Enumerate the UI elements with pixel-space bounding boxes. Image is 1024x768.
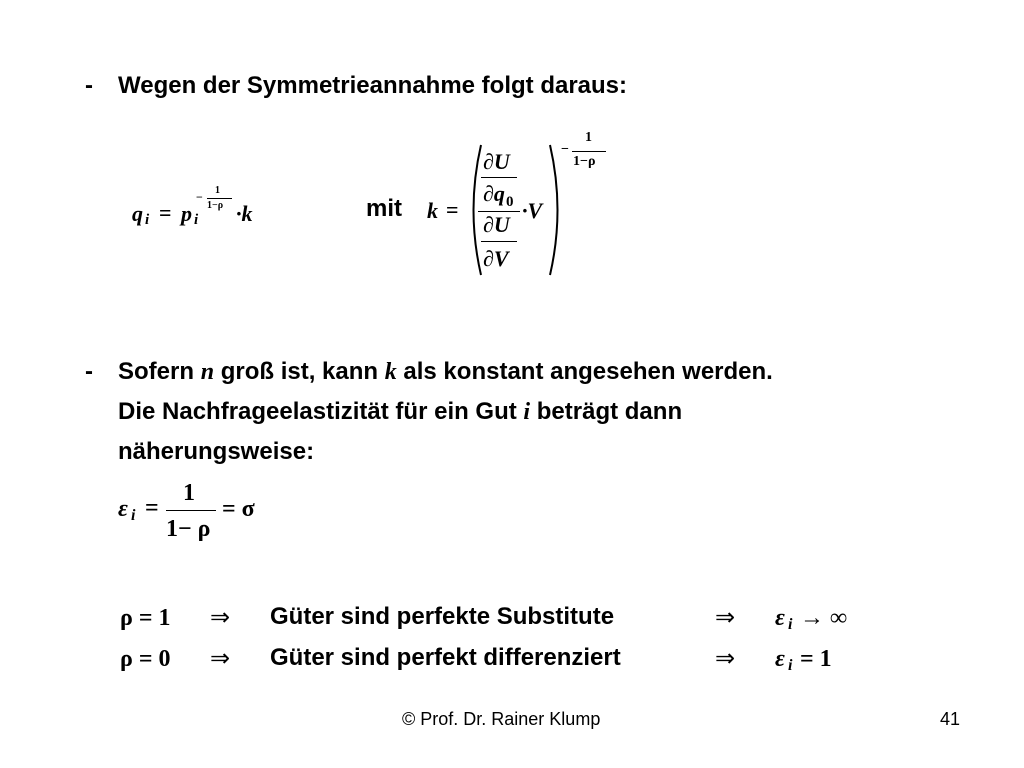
bullet-marker-2: -	[85, 358, 93, 385]
formula-dq0: ∂q	[483, 181, 505, 206]
case1-implies2-icon: ⇒	[715, 605, 736, 631]
formula-q0-sub: 0	[506, 194, 514, 210]
formula-k-exp-den: 1−ρ	[573, 154, 596, 169]
formula-k-exp-minus: −	[561, 142, 569, 157]
bullet2-line1	[118, 357, 773, 387]
formula3-rhs: = σ	[222, 496, 255, 522]
bullet2-line1-c: als konstant angesehen werden.	[396, 358, 773, 385]
formula-times-k: ·k	[236, 201, 253, 226]
bullet2-line1-b: groß ist, kann	[214, 358, 385, 385]
formula3-fraction-line	[166, 510, 216, 511]
formula-k-exp-num: 1	[585, 130, 592, 145]
case1-implies-icon: ⇒	[210, 605, 231, 631]
case2-implies-icon: ⇒	[210, 646, 231, 672]
case1-eps: ε	[775, 605, 785, 631]
bullet2-line2-a: Die Nachfrageelastizität für ein Gut	[118, 398, 524, 425]
case1-text: Güter sind perfekte Substitute	[270, 603, 615, 630]
right-paren-icon	[547, 143, 567, 277]
bullet-text-1: Wegen der Symmetrieannahme folgt daraus:	[118, 72, 628, 99]
case1-condition: ρ = 1	[120, 605, 171, 631]
bullet2-line2-b: beträgt dann	[530, 398, 683, 425]
formula3-den: 1− ρ	[166, 516, 211, 542]
case1-eps-sub: i	[788, 616, 793, 633]
formula-dU-top: ∂U	[483, 149, 510, 174]
formula-q-sub: i	[145, 212, 150, 228]
formula3-num: 1	[183, 480, 195, 506]
mit-label: mit	[366, 195, 402, 222]
formula-q: q	[132, 201, 143, 226]
bullet2-line1-a: Sofern	[118, 358, 201, 385]
case2-eps-sub: i	[788, 657, 793, 674]
fraction-line-bottom	[481, 241, 517, 242]
formula-k-equals: =	[446, 197, 459, 222]
formula3-eps: ε	[118, 496, 128, 522]
var-n: n	[200, 359, 215, 385]
formula-times-V: ·V	[522, 198, 543, 223]
formula-p-sub: i	[194, 212, 199, 228]
formula-k-symbol: k	[427, 198, 438, 223]
fraction-line-top	[481, 177, 517, 178]
bullet2-line3: näherungsweise:	[118, 438, 315, 465]
formula3-eps-sub: i	[131, 507, 136, 524]
footer-page-number: 41	[940, 709, 961, 729]
formula-dV: ∂V	[483, 246, 509, 271]
case2-eps: ε	[775, 646, 785, 672]
case2-result: = 1	[800, 646, 832, 672]
footer-copyright: © Prof. Dr. Rainer Klump	[402, 709, 601, 729]
formula-exp-minus: −	[196, 190, 203, 204]
formula-exp-num: 1	[215, 185, 220, 196]
bullet2-line2	[118, 397, 682, 427]
case2-implies2-icon: ⇒	[715, 646, 736, 672]
case2-text: Güter sind perfekt differenziert	[270, 644, 621, 671]
bullet-marker-1: -	[85, 72, 93, 99]
case1-result: → ∞	[800, 605, 848, 631]
formula3-equals: =	[145, 495, 159, 521]
var-k: k	[384, 359, 397, 385]
var-i: i	[523, 399, 531, 425]
formula-equals: =	[159, 200, 172, 225]
case2-condition: ρ = 0	[120, 646, 171, 672]
formula-k-exp-line	[572, 151, 606, 152]
formula-p: p	[181, 201, 192, 226]
formula-dU-bottom: ∂U	[483, 212, 510, 237]
formula-exp-den: 1−ρ	[207, 200, 224, 211]
left-paren-icon	[464, 143, 484, 277]
formula-exp-fraction-line	[207, 198, 232, 199]
